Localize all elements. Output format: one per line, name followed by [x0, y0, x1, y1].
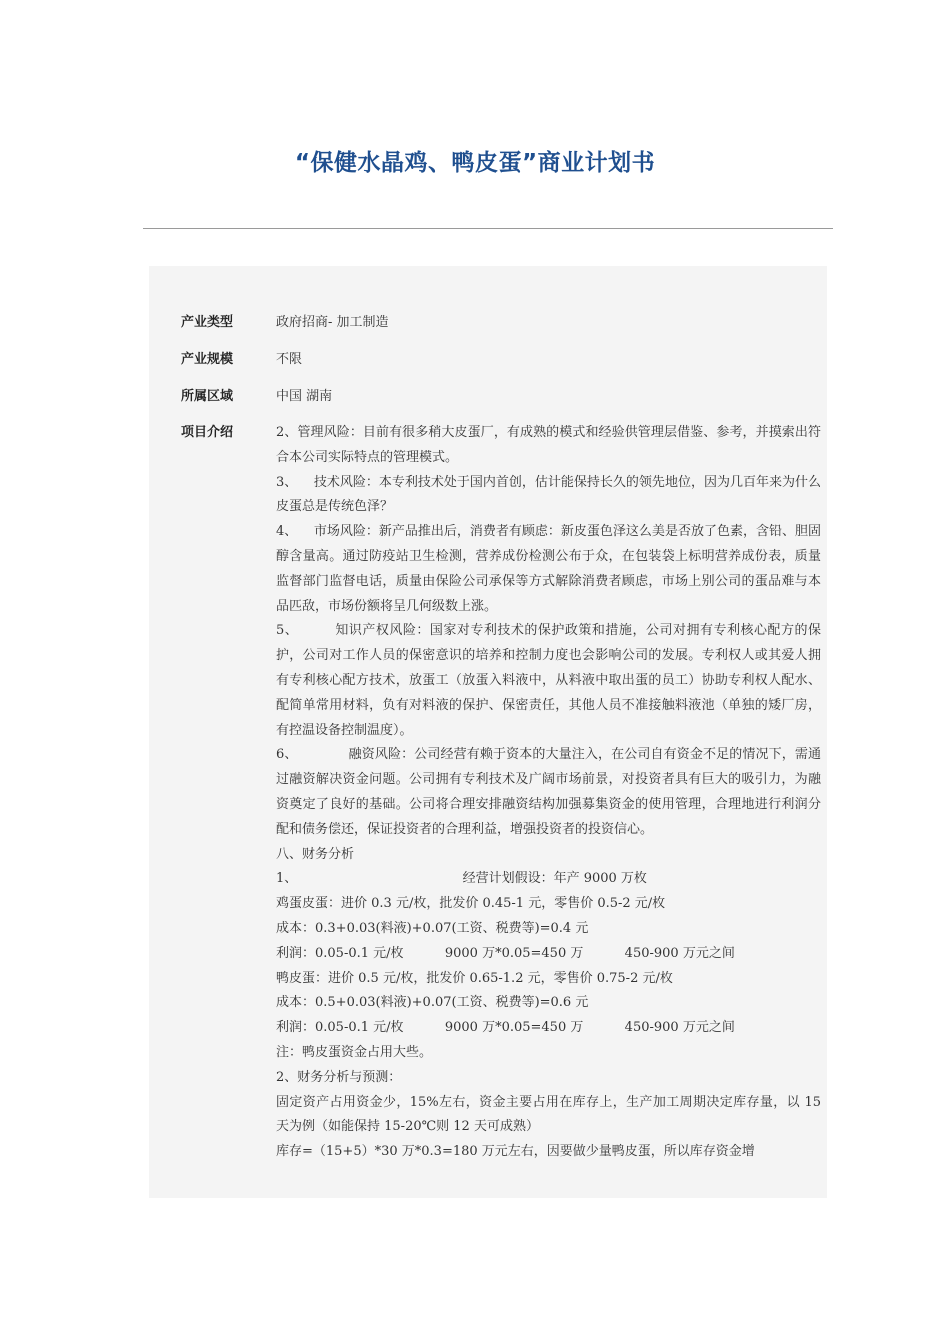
intro-paragraph: 5、 知识产权风险：国家对专利技术的保护政策和措施，公司对拥有专利核心配方的保护，公司对工作人员的保密意识的培养和控制力度也会影响公司的发展。专利权人或其爱人拥有专利核心配方技术，放蛋工（放蛋入料液中，从料液中取出蛋的员工）协助专利权人配水、配简单常用材料，负有对料液的保护、保密责任，其他人员不准接触料液池（单独的矮厂房，有控温设备控制温度）。 — [276, 623, 821, 738]
intro-paragraph: 鸭皮蛋：进价 0.5 元/枚，批发价 0.65-1.2 元，零售价 0.75-2 元/枚 — [276, 970, 673, 986]
intro-paragraph: 6、 融资风险：公司经营有赖于资本的大量注入，在公司自有资金不足的情况下，需通过融资解决资金问题。公司拥有专利技术及广阔市场前景，对投资者具有巨大的吸引力，为融资奠定了良好的基础。公司将合理安排融资结构加强募集资金的使用管理，合理地进行利润分配和债务偿还，保证投资者的合理利益，增强投资者的投资信心。 — [276, 747, 821, 837]
field-value: 中国 湖南 — [276, 389, 333, 404]
intro-paragraph: 成本：0.3+0.03(料液)+0.07(工资、税费等)=0.4 元 — [276, 920, 589, 936]
project-intro-text — [276, 421, 826, 1165]
intro-paragraph: 利润：0.05-0.1 元/枚 9000 万*0.05=450 万 450-900 万元之间 — [276, 945, 735, 961]
info-panel — [149, 266, 827, 1198]
field-label: 产业规模 — [181, 352, 234, 367]
field-label-intro: 项目介绍 — [181, 425, 234, 440]
intro-paragraph: 固定资产占用资金少，15%左右，资金主要占用在库存上，生产加工周期决定库存量，以 15 天为例（如能保持 15-20℃则 12 天可成熟） — [276, 1094, 826, 1135]
intro-paragraph: 2、管理风险：目前有很多稍大皮蛋厂，有成熟的模式和经验供管理层借鉴、参考，并摸索出符合本公司实际特点的管理模式。 — [276, 425, 821, 465]
section-heading: 八、财务分析 — [276, 846, 355, 862]
intro-paragraph: 1、 经营计划假设：年产 9000 万枚 — [276, 871, 647, 887]
document-title: “保健水晶鸡、鸭皮蛋”商业计划书 — [294, 150, 656, 176]
field-value: 不限 — [276, 352, 303, 367]
field-label: 产业类型 — [181, 315, 234, 330]
intro-paragraph: 4、 市场风险：新产品推出后，消费者有顾虑：新皮蛋色泽这么美是否放了色素，含铅、胆固醇含量高。通过防疫站卫生检测，营养成份检测公布于众，在包装袋上标明营养成份表，质量监督部门监督电话，质量由保险公司承保等方式解除消费者顾虑，市场上别公司的蛋品难与本品匹敌，市场份额将呈几何级数上涨。 — [276, 524, 821, 614]
intro-paragraph: 鸡蛋皮蛋：进价 0.3 元/枚，批发价 0.45-1 元，零售价 0.5-2 元/枚 — [276, 896, 666, 912]
intro-paragraph: 2、财务分析与预测： — [276, 1069, 402, 1085]
intro-paragraph: 库存=（15+5）*30 万*0.3=180 万元左右，因要做少量鸭皮蛋，所以库存资金增 — [276, 1144, 755, 1160]
intro-paragraph: 成本：0.5+0.03(料液)+0.07(工资、税费等)=0.6 元 — [276, 995, 589, 1011]
field-label: 所属区域 — [181, 389, 234, 404]
intro-paragraph: 利润：0.05-0.1 元/枚 9000 万*0.05=450 万 450-900 万元之间 — [276, 1020, 735, 1036]
intro-paragraph: 3、 技术风险：本专利技术处于国内首创，估计能保持长久的领先地位，因为几百年来为什么皮蛋总是传统色泽？ — [276, 474, 821, 515]
intro-paragraph: 注：鸭皮蛋资金占用大些。 — [276, 1044, 433, 1060]
field-value: 政府招商- 加工制造 — [276, 315, 389, 330]
title-divider — [143, 228, 833, 229]
